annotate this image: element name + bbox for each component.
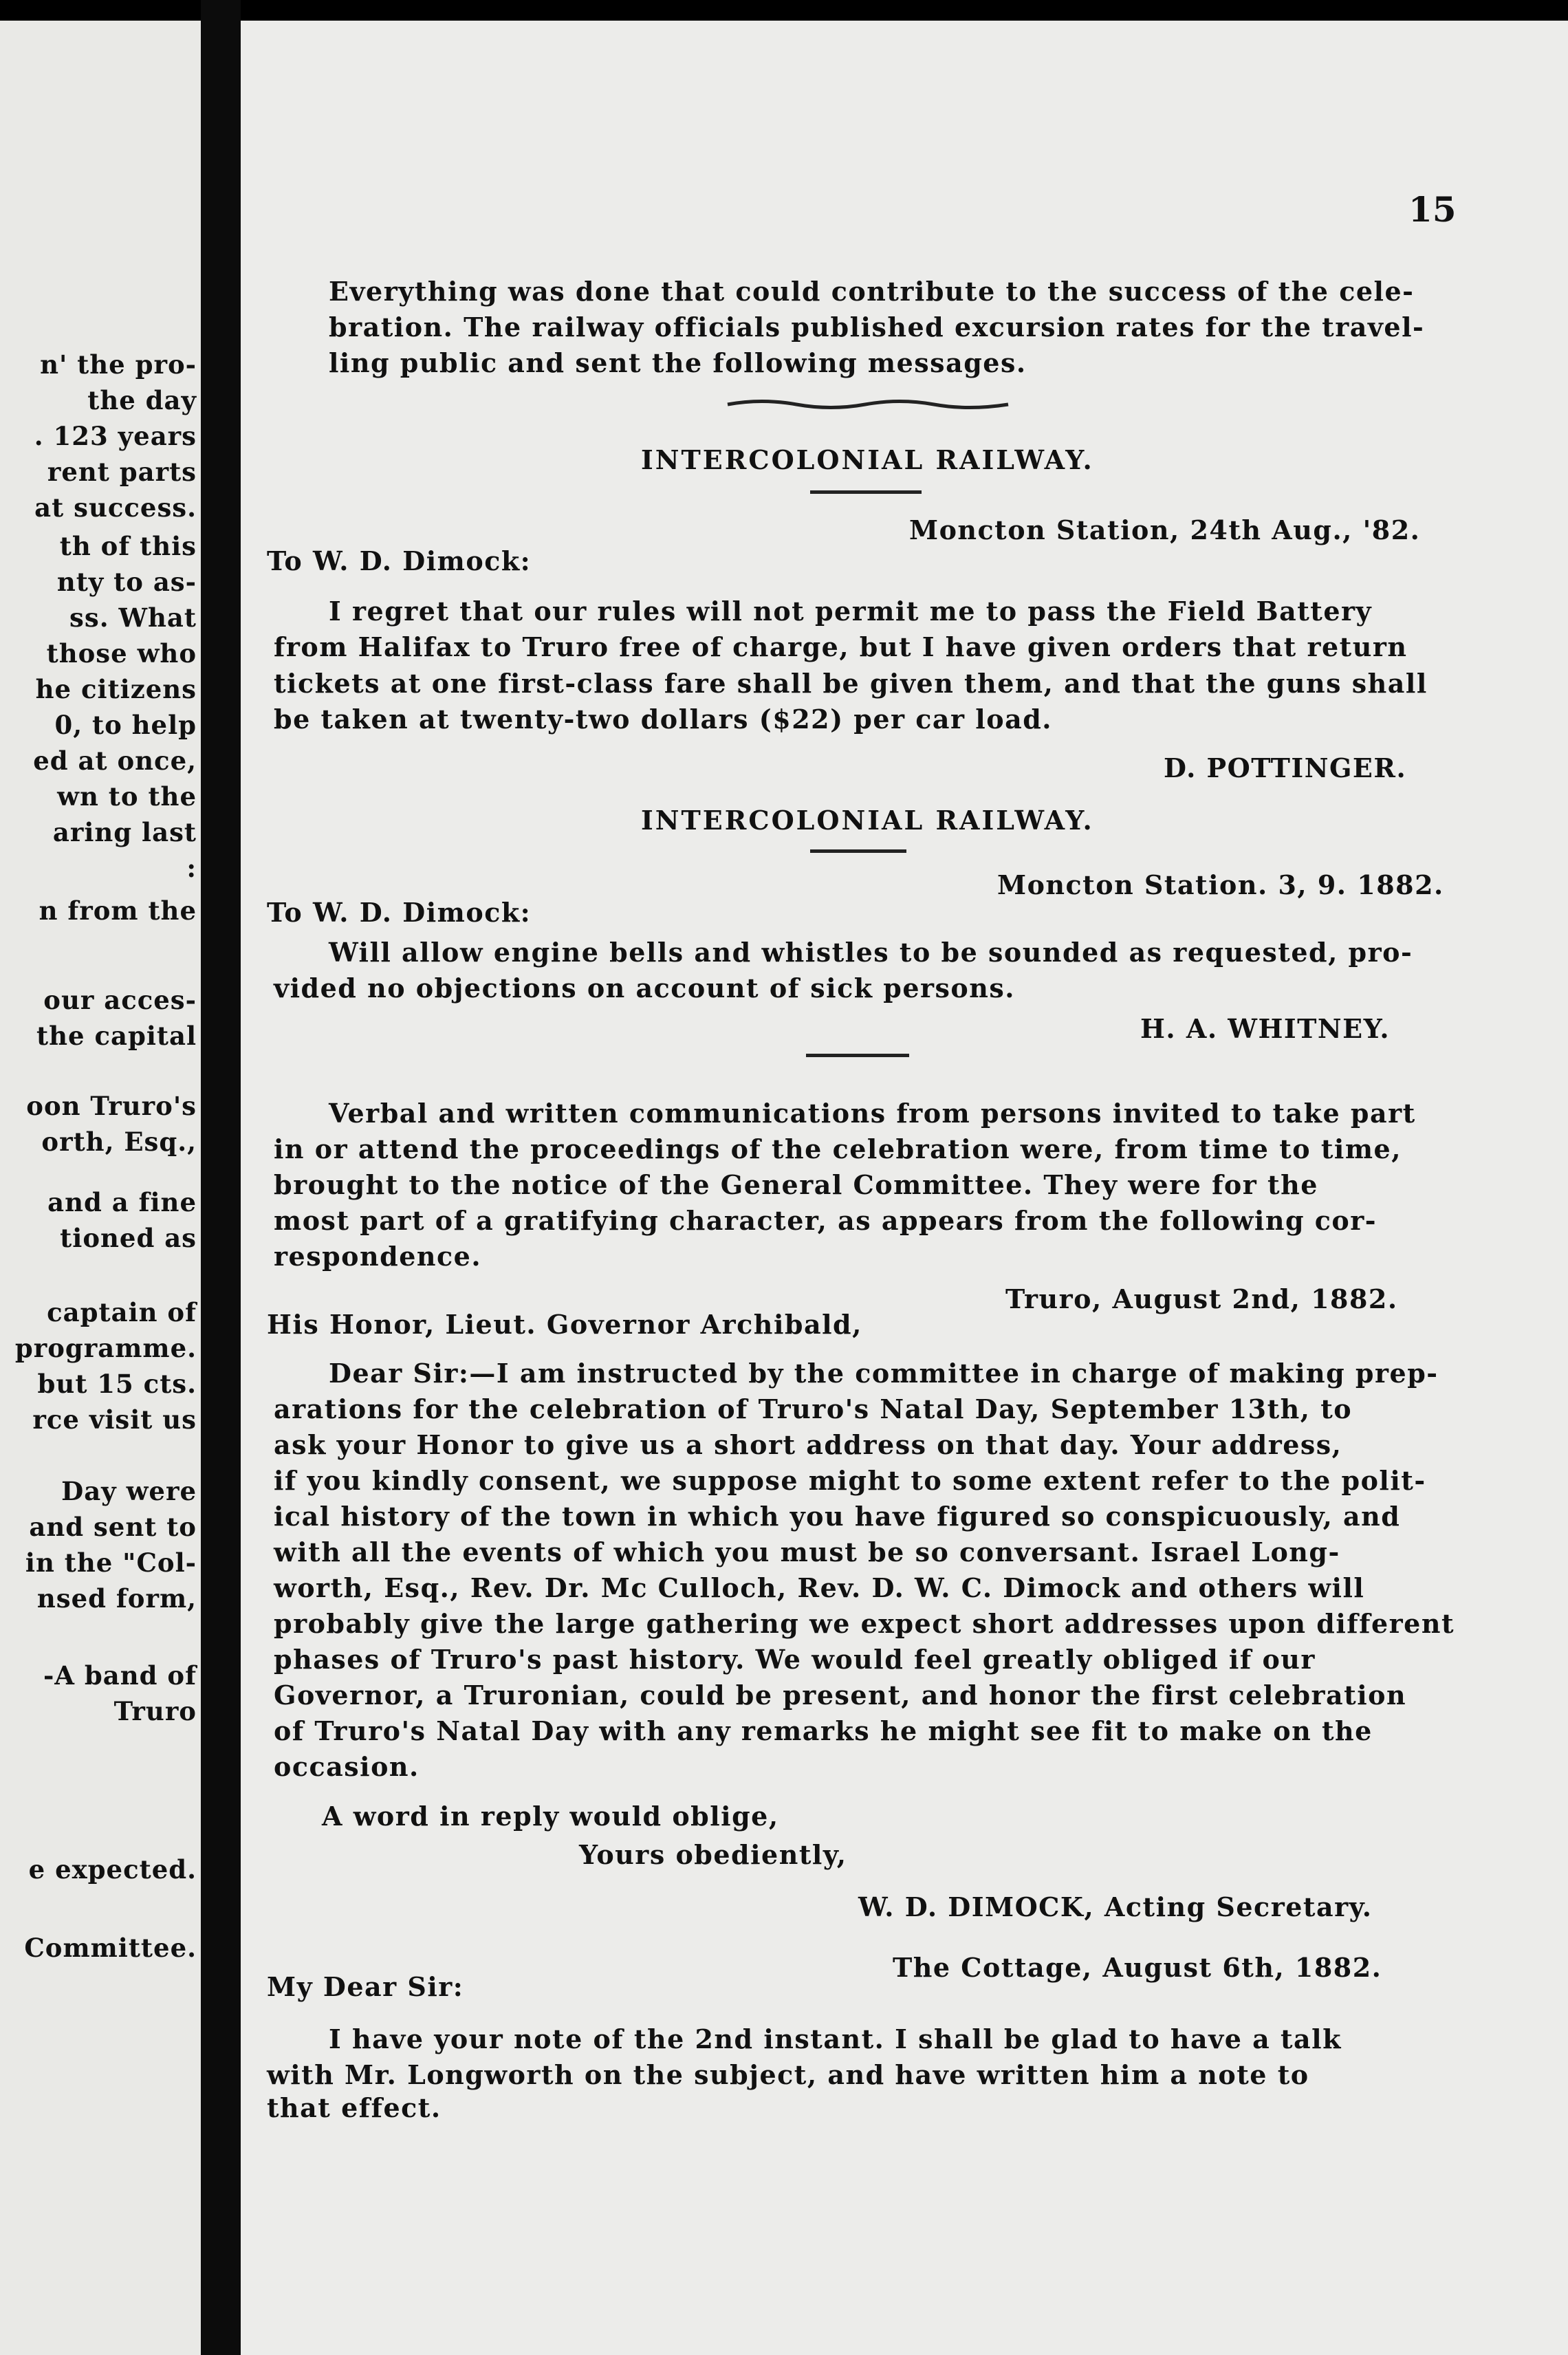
letter-body-line: I have your note of the 2nd instant. I shall be glad to have a talk xyxy=(329,2023,1342,2054)
short-rule xyxy=(806,1054,909,1057)
letter-body-line: phases of Truro's past history. We would feel greatly obliged if our xyxy=(274,1644,1316,1675)
telegram-heading: INTERCOLONIAL RAILWAY. xyxy=(641,444,1094,475)
facing-page-line: orth, Esq., xyxy=(41,1127,197,1157)
facing-page-line: our acces- xyxy=(43,985,197,1015)
facing-page-line: those who xyxy=(46,638,197,669)
ornamental-rule xyxy=(726,396,1010,411)
facing-page-line: ss. What xyxy=(69,603,197,633)
telegram-body-line: I regret that our rules will not permit me to pass the Field Battery xyxy=(329,596,1373,627)
facing-page-line: nty to as- xyxy=(56,567,197,597)
facing-page-line: tioned as xyxy=(60,1223,197,1253)
letter-body-line: of Truro's Natal Day with any remarks he might see fit to make on the xyxy=(274,1715,1373,1746)
facing-page-line: in the "Col- xyxy=(25,1548,197,1578)
facing-page-line: nsed form, xyxy=(36,1583,197,1614)
facing-page-line: he citizens xyxy=(35,674,197,704)
telegram-salutation: To W. D. Dimock: xyxy=(267,545,532,576)
facing-page-line: -A band of xyxy=(43,1660,197,1691)
letter-body-line: with Mr. Longworth on the subject, and have written him a note to xyxy=(267,2059,1309,2090)
facing-page-line: e expected. xyxy=(28,1854,197,1885)
telegram-signature: D. POTTINGER. xyxy=(1164,752,1407,783)
facing-page-line: rce visit us xyxy=(32,1404,197,1435)
letter-closing: A word in reply would oblige, xyxy=(322,1801,779,1832)
letter-body-line: if you kindly consent, we suppose might to some extent refer to the polit- xyxy=(274,1465,1426,1496)
letter-body-line: Dear Sir:—I am instructed by the committee in charge of making prep- xyxy=(329,1358,1439,1389)
book-page-15 xyxy=(241,21,1568,2355)
letter-body-line: Governor, a Truronian, could be present, and honor the first celebration xyxy=(274,1680,1407,1711)
telegram-body-line: tickets at one first-class fare shall be given them, and that the guns shall xyxy=(274,668,1428,699)
facing-page-line: and sent to xyxy=(29,1512,197,1542)
telegram-place-date: Moncton Station, 24th Aug., '82. xyxy=(909,514,1421,545)
facing-page-line: at success. xyxy=(34,492,197,523)
telegram-signature: H. A. WHITNEY. xyxy=(1140,1013,1391,1044)
short-rule xyxy=(810,490,922,494)
letter-body-line: occasion. xyxy=(274,1751,420,1782)
letter-body-line: ask your Honor to give us a short address on that day. Your address, xyxy=(274,1429,1342,1460)
facing-page-line: wn to the xyxy=(57,781,197,812)
letter-place-date: The Cottage, August 6th, 1882. xyxy=(893,1952,1382,1983)
telegram-body-line: be taken at twenty-two dollars ($22) per car load. xyxy=(274,704,1053,735)
facing-page-line: rent parts xyxy=(47,457,197,487)
facing-page-line: : xyxy=(186,853,197,883)
letter-place-date: Truro, August 2nd, 1882. xyxy=(1005,1283,1398,1314)
facing-page-line: and a fine xyxy=(47,1187,197,1217)
facing-page-line: aring last xyxy=(52,817,197,847)
paragraph-line: brought to the notice of the General Committee. They were for the xyxy=(274,1169,1318,1200)
letter-body-line: with all the events of which you must be so conversant. Israel Long- xyxy=(274,1537,1340,1567)
facing-page-line: Committee. xyxy=(24,1933,197,1963)
intro-line: bration. The railway officials published excursion rates for the travel- xyxy=(329,312,1425,343)
facing-page-line: n from the xyxy=(39,896,197,926)
facing-page-line: captain of xyxy=(47,1297,197,1327)
letter-body-line: worth, Esq., Rev. Dr. Mc Culloch, Rev. D. W. C. Dimock and others will xyxy=(274,1572,1365,1603)
paragraph-line: in or attend the proceedings of the celebration were, from time to time, xyxy=(274,1133,1402,1164)
telegram-place-date: Moncton Station. 3, 9. 1882. xyxy=(997,869,1444,900)
facing-page-line: programme. xyxy=(14,1333,197,1363)
paragraph-line: respondence. xyxy=(274,1241,482,1272)
letter-addressee: His Honor, Lieut. Governor Archibald, xyxy=(267,1309,862,1340)
facing-page-line: . 123 years xyxy=(34,421,197,451)
letter-body-line: that effect. xyxy=(267,2092,442,2123)
letter-closing: Yours obediently, xyxy=(579,1839,847,1870)
letter-body-line: arations for the celebration of Truro's Natal Day, September 13th, to xyxy=(274,1393,1353,1424)
facing-page-line: oon Truro's xyxy=(26,1091,197,1121)
letter-salutation: My Dear Sir: xyxy=(267,1971,464,2002)
facing-page-line: the capital xyxy=(36,1021,197,1051)
letter-body-line: ical history of the town in which you have figured so conspicuously, and xyxy=(274,1501,1401,1532)
telegram-salutation: To W. D. Dimock: xyxy=(267,897,532,928)
letter-signature: W. D. DIMOCK, Acting Secretary. xyxy=(858,1891,1373,1922)
facing-page-line: th of this xyxy=(59,531,197,561)
telegram-body-line: Will allow engine bells and whistles to be sounded as requested, pro- xyxy=(329,937,1413,968)
short-rule xyxy=(810,849,906,853)
book-gutter xyxy=(201,0,241,2355)
letter-body-line: probably give the large gathering we expect short addresses upon different xyxy=(274,1608,1455,1639)
facing-page-line: Truro xyxy=(113,1696,197,1726)
telegram-body-line: from Halifax to Truro free of charge, but I have given orders that return xyxy=(274,631,1408,662)
telegram-heading: INTERCOLONIAL RAILWAY. xyxy=(641,805,1094,836)
facing-page-line: Day were xyxy=(61,1476,197,1506)
intro-line: Everything was done that could contribute to the success of the cele- xyxy=(329,276,1415,307)
page-number: 15 xyxy=(1408,189,1457,230)
facing-page-line: n' the pro- xyxy=(40,349,197,380)
facing-page-line: but 15 cts. xyxy=(37,1369,197,1399)
paragraph-line: Verbal and written communications from persons invited to take part xyxy=(329,1098,1416,1129)
paragraph-line: most part of a gratifying character, as appears from the following cor- xyxy=(274,1205,1378,1236)
facing-page-line: ed at once, xyxy=(33,746,197,776)
facing-page-line: the day xyxy=(87,385,197,415)
intro-line: ling public and sent the following messages. xyxy=(329,347,1027,378)
facing-page-fragment xyxy=(0,21,201,2355)
telegram-body-line: vided no objections on account of sick persons. xyxy=(274,973,1016,1003)
facing-page-line: 0, to help xyxy=(54,710,197,740)
